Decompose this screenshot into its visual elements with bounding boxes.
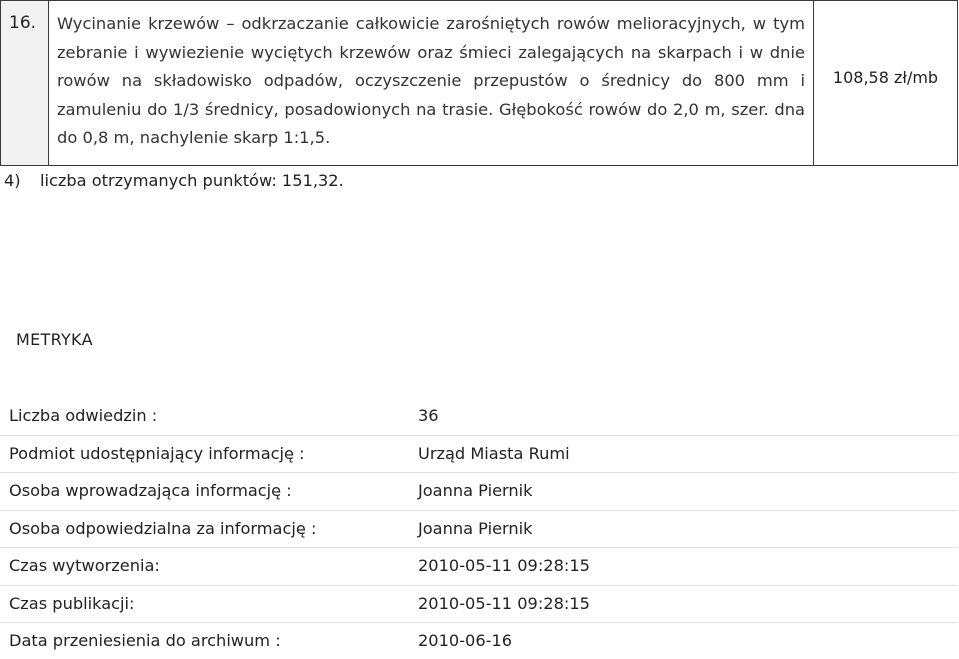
metryka-row-published <box>0 586 958 624</box>
metryka-row-responsible <box>0 511 958 549</box>
metryka-value: Urząd Miasta Rumi <box>418 443 570 463</box>
item-number: 16. <box>1 1 49 165</box>
metryka-value: 2010-06-16 <box>418 631 513 650</box>
metryka-value: Joanna Piernik <box>418 481 533 500</box>
item-table-row <box>0 0 958 166</box>
metryka-list <box>0 398 958 659</box>
item-price: 108,58 zł/mb <box>832 67 939 87</box>
metryka-row-created <box>0 548 958 586</box>
item-description: Wycinanie krzewów – odkrzaczanie całkowicie zarośniętych rowów melioracyjnych, w tym zebranie i wywiezienie wyciętych krzewów oraz śmieci zalegających na skarpach i w dnie rowów na składowisko odpadów, oczyszczenie przepustów o średnicy do 800 mm i zamuleniu do 1/3 średnicy, posadowionych na trasie. Głębokość rowów do 2,0 m, szer. dna do 0,8 m, nachylenie skarp 1:1,5. <box>49 1 814 165</box>
metryka-value: 36 <box>418 406 439 425</box>
metryka-key: Liczba odwiedzin : <box>9 406 158 425</box>
metryka-key: Podmiot udostępniający informację : <box>9 443 305 463</box>
metryka-key: Data przeniesienia do archiwum : <box>9 631 281 650</box>
metryka-key: Osoba odpowiedzialna za informację : <box>9 518 317 538</box>
metryka-value: 2010-05-11 09:28:15 <box>418 556 590 575</box>
metryka-value: Joanna Piernik <box>418 518 533 538</box>
metryka-row-archived <box>0 623 958 659</box>
points-line <box>4 170 344 192</box>
metryka-row-visits <box>0 398 958 436</box>
metryka-heading: METRYKA <box>16 330 93 349</box>
metryka-value: 2010-05-11 09:28:15 <box>418 593 590 613</box>
metryka-key: Osoba wprowadzająca informację : <box>9 481 292 500</box>
points-text: liczba otrzymanych punktów: 151,32. <box>40 171 344 190</box>
metryka-key: Czas publikacji: <box>9 593 135 613</box>
metryka-row-entered-by <box>0 473 958 511</box>
points-number: 4) <box>4 171 21 190</box>
metryka-row-publisher <box>0 436 958 474</box>
metryka-key: Czas wytworzenia: <box>9 556 160 575</box>
